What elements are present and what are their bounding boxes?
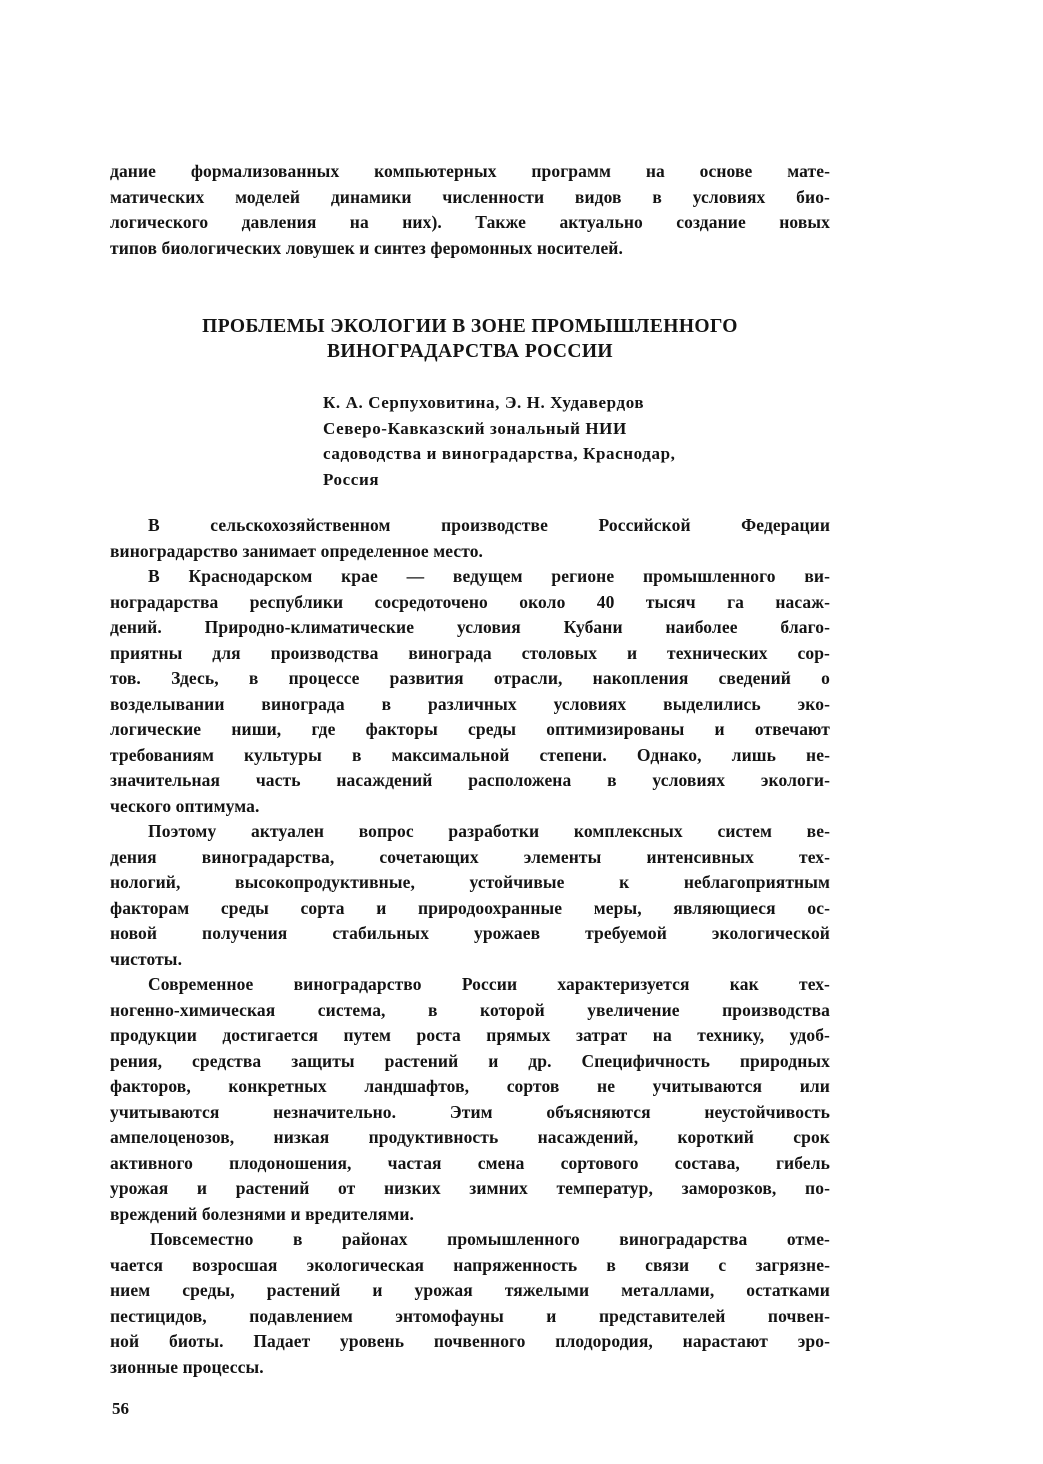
title-line: ВИНОГРАДАРСТВА РОССИИ — [327, 341, 613, 362]
text-line: пестицидов, подавлением энтомофауны и представителей почвен- — [110, 1305, 830, 1326]
paragraph — [110, 564, 830, 819]
text-line: В сельскохозяйственном производстве Российской Федерации — [148, 515, 830, 535]
text-line: ногенно-химическая система, в которой увеличение производства — [110, 999, 830, 1020]
paragraph — [110, 819, 830, 972]
text-line: урожая и растений от низких зимних температур, заморозков, по- — [110, 1178, 830, 1198]
text-line: зионные процессы. — [110, 1356, 264, 1377]
text-line: нологий, высокопродуктивные, устойчивые к неблагоприятным — [110, 872, 830, 892]
article-body — [110, 513, 830, 1380]
author-byline — [323, 390, 676, 492]
affiliation-line: Россия — [323, 469, 380, 489]
text-line: дений. Природно-климатические условия Кубани наиболее благо- — [110, 617, 830, 637]
paragraph — [110, 972, 830, 1227]
text-line: факторов, конкретных ландшафтов, сортов не учитываются или — [110, 1076, 830, 1096]
text-line: Повсеместно в районах промышленного виноградарства отме- — [150, 1229, 830, 1249]
text-line: нием среды, растений и урожая тяжелыми металлами, остатками — [110, 1280, 830, 1300]
text-line: В Краснодарском крае — ведущем регионе промышленного ви- — [148, 566, 830, 586]
text-line: рения, средства защиты растений и др. Специфичность природных — [110, 1050, 830, 1071]
text-line: учитываются незначительно. Этим объясняются неустойчивость — [110, 1101, 830, 1122]
text-line: ампелоценозов, низкая продуктивность насаждений, короткий срок — [110, 1127, 830, 1147]
text-line: типов биологических ловушек и синтез феромонных носителей. — [110, 237, 623, 258]
paragraph — [110, 513, 830, 564]
title-line: ПРОБЛЕМЫ ЭКОЛОГИИ В ЗОНЕ ПРОМЫШЛЕННОГО — [202, 316, 738, 337]
text-line: Современное виноградарство России характеризуется как тех- — [148, 974, 830, 994]
text-line: виноградарство занимает определенное место. — [110, 540, 484, 561]
text-line: дание формализованных компьютерных программ на основе мате- — [110, 161, 830, 181]
page-number: 56 — [112, 1399, 129, 1418]
text-line: логические ниши, где факторы среды оптимизированы и отвечают — [110, 719, 830, 739]
text-line: новой получения стабильных урожаев требуемой экологической — [110, 923, 830, 943]
text-line: ноградарства республики сосредоточено около 40 тысяч га насаж- — [110, 591, 830, 612]
text-line: логического давления на них). Также актуально создание новых — [110, 212, 830, 232]
text-line: чистоты. — [110, 948, 183, 969]
text-line: продукции достигается путем роста прямых затрат на технику, удоб- — [110, 1025, 830, 1045]
text-line: факторам среды сорта и природоохранные меры, являющиеся ос- — [110, 897, 830, 918]
authors: К. А. Серпуховитина, Э. Н. Худавердов — [323, 393, 645, 412]
text-line: ной биоты. Падает уровень почвенного плодородия, нарастают эро- — [110, 1331, 830, 1351]
text-line: требованиям культуры в максимальной степени. Однако, лишь не- — [110, 744, 830, 765]
text-line: чается возросшая экологическая напряженность в связи с загрязне- — [110, 1254, 830, 1275]
text-line: тов. Здесь, в процессе развития отрасли, накопления сведений о — [110, 668, 830, 688]
paragraph — [110, 1227, 830, 1380]
text-line: возделывании винограда в различных условиях выделились эко- — [110, 693, 830, 714]
affiliation-line: Северо-Кавказский зональный НИИ — [323, 418, 627, 438]
text-line: вреждений болезнями и вредителями. — [110, 1203, 415, 1224]
text-line: ческого оптимума. — [110, 795, 260, 816]
intro-paragraph — [110, 159, 830, 261]
text-line: Поэтому актуален вопрос разработки комплексных систем ве- — [148, 821, 830, 841]
text-line: матических моделей динамики численности видов в условиях био- — [110, 186, 830, 207]
text-line: значительная часть насаждений расположена в условиях экологи- — [110, 770, 830, 790]
text-line: приятны для производства винограда столовых и технических сор- — [110, 642, 830, 663]
article-title — [130, 314, 810, 364]
text-line: дения виноградарства, сочетающих элементы интенсивных тех- — [110, 846, 830, 867]
affiliation-line: садоводства и виноградарства, Краснодар, — [323, 444, 676, 463]
text-line: активного плодоношения, частая смена сортового состава, гибель — [110, 1152, 830, 1173]
